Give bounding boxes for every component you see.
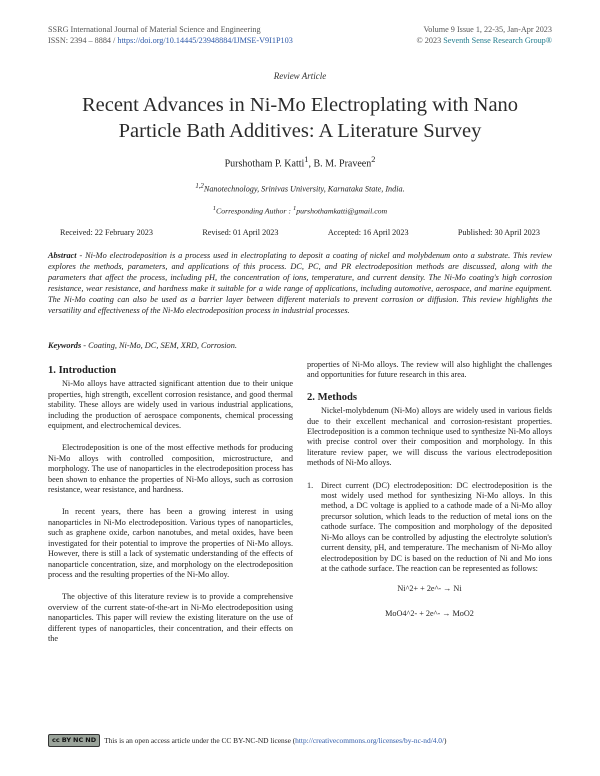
column-left — [48, 360, 293, 656]
abstract — [48, 251, 552, 316]
license-text: This is an open access article under the CC BY-NC-ND license ( — [104, 735, 296, 745]
title-line-1: Recent Advances in Ni-Mo Electroplating with Nano — [81, 94, 519, 116]
author-2-sup: 2 — [371, 155, 376, 164]
date-revised: Revised: 01 April 2023 — [202, 228, 279, 237]
intro-paragraph-2: Electrodeposition is one of the most effective methods for producing Ni-Mo alloys with controlled composition, microstructure, and morphology. The use of nanoparticles in the electrodeposition process has been shown to enhance the properties of Ni-Mo alloys, such as corrosion resistance, wear resistance, and hardness. — [48, 443, 293, 495]
article-title — [40, 92, 560, 144]
header-right — [417, 24, 552, 46]
keywords-label: Keywords — [48, 341, 82, 350]
corr-email[interactable]: purshothamkatti@gmail.com — [296, 206, 388, 216]
author-2: B. M. Praveen — [313, 158, 372, 170]
list-item-number: 1. — [307, 480, 314, 490]
intro-paragraph-4: The objective of this literature review is to provide a comprehensive overview of the current state-of-the-art in Ni-Mo electrodeposition using nanoparticles. This paper will review the existing literature on the use of different types of nanoparticles, their concentration, and their effects on the — [48, 592, 293, 643]
intro-paragraph-1: Ni-Mo alloys have attracted significant attention due to their unique properties, high strength, excellent corrosion resistance, and good thermal stability. These alloys are widely used in various industrial applications, including the production of aerospace components, chemical processing equipment, and electrochemical devices. — [48, 379, 293, 431]
keywords — [48, 341, 552, 350]
volume-info: Volume 9 Issue 1, 22-35, Jan-Apr 2023 — [423, 25, 552, 34]
issn-line — [48, 35, 293, 46]
doi-link[interactable]: https://doi.org/10.14445/23948884/IJMSE-V9I1P103 — [117, 36, 293, 45]
license-footer — [48, 733, 552, 747]
equation-1: Ni^2+ + 2e^- → Ni — [397, 584, 462, 594]
corr-sup-1: 1 — [212, 205, 217, 212]
page-header — [48, 24, 552, 56]
author-1: Purshotham P. Katti — [224, 158, 305, 170]
cc-badge-nc: NC — [73, 736, 84, 744]
license-url[interactable]: http://creativecommons.org/licenses/by-nc-nd/4.0/ — [295, 735, 445, 745]
license-close: ) — [444, 735, 447, 745]
intro-continued: properties of Ni-Mo alloys. The review will also highlight the challenges and opportunities for future research in this area. — [307, 360, 552, 380]
cc-badge-cc: cc — [52, 736, 60, 744]
author-1-sup: 1 — [304, 155, 309, 164]
copyright-line — [417, 35, 552, 46]
header-left — [48, 24, 293, 46]
cc-license-badge[interactable] — [48, 734, 100, 747]
methods-heading: 2. Methods — [307, 391, 358, 403]
list-item-text: Direct current (DC) electrodeposition: DC electrodeposition is the most widely used method for synthesizing Ni-Mo alloys. In this method, a DC voltage is applied to a cathode made of a Ni-Mo alloy precursor solution, which leads to the reduction of metal ions on the cathode surface. The composition and morphology of the deposited Ni-Mo alloys can be controlled by adjusting the electrolyte solution's current density, pH, and temperature. The mechanism of Ni-Mo alloy electrodeposition by DC is based on the reduction of Ni and Mo ions at the cathode surface. The reaction can be represented as follows: — [321, 480, 552, 573]
copyright-year: © 2023 — [416, 36, 442, 45]
cc-badge-by: BY — [61, 736, 72, 744]
affiliation — [0, 183, 600, 194]
title-line-2: Particle Bath Additives: A Literature Survey — [118, 120, 482, 142]
article-type: Review Article — [273, 71, 327, 81]
keywords-text: - Coating, Ni-Mo, DC, SEM, XRD, Corrosion. — [81, 341, 237, 350]
list-item — [307, 481, 552, 575]
corr-sup-2: 1 — [292, 205, 297, 212]
corresponding-author — [0, 205, 600, 216]
date-published: Published: 30 April 2023 — [457, 228, 540, 237]
date-received: Received: 22 February 2023 — [60, 228, 153, 237]
article-dates — [48, 228, 552, 237]
affiliation-text: Nanotechnology, Srinivas University, Karnataka State, India. — [203, 184, 405, 194]
journal-name: SSRG International Journal of Material Science and Engineering — [48, 25, 261, 34]
author-separator: , — [308, 158, 314, 170]
issn: ISSN: 2394 – 8884 / — [48, 36, 116, 45]
abstract-label: Abstract — [48, 251, 77, 260]
equation-2: MoO4^2- + 2e^- → MoO2 — [385, 608, 474, 618]
intro-heading: 1. Introduction — [48, 365, 117, 376]
author-list — [0, 155, 600, 169]
methods-paragraph-1: Nickel-molybdenum (Ni-Mo) alloys are widely used in various fields due to their excellent mechanical and corrosion-resistant properties. Electrodeposition is a common technique used to synthesize Ni-Mo alloys with precise control over their composition and morphology. In this literature review paper, we will discuss the various electrodeposition methods of Ni-Mo alloys. — [307, 406, 552, 468]
affiliation-sup: 1,2 — [195, 183, 204, 190]
date-accepted: Accepted: 16 April 2023 — [327, 228, 409, 237]
corr-label: Corresponding Author : — [216, 206, 293, 216]
cc-badge-nd: ND — [85, 736, 97, 744]
abstract-text: - Ni-Mo electrodeposition is a process used in electroplating to deposit a coating of nickel and molybdenum onto a substrate. This review explores the methods, parameters, and applications of this process. DC, PC, and PR electrodeposition methods are discussed, along with the parameters that affect the process, including pH, the concentration of ions, temperature, and current density. The Ni-Mo coating's high corrosion resistance, wear resistance, and hardness make it suitable for a wide range of applications, including automotive, aerospace, and marine equipment. The Ni-Mo coating can also be used as a barrier layer between different materials to prevent corrosion or diffusion. This review highlights the versatility and effectiveness of the Ni-Mo electrodeposition process in industrial processes. — [48, 251, 552, 315]
column-right — [307, 360, 552, 619]
intro-paragraph-3: In recent years, there has been a growing interest in using nanoparticles in Ni-Mo electrodeposition. Various types of nanoparticles, such as graphene oxide, carbon nanotubes, and metal oxides, have been investigated for their potential to improve the properties of Ni-Mo alloys. However, there is still a lack of systematic understanding of the effects of nanoparticle concentration, size, and morphology on the electrodeposition process and the resulting properties of the Ni-Mo alloy. — [48, 507, 293, 579]
copyright-owner: Seventh Sense Research Group® — [443, 36, 552, 45]
